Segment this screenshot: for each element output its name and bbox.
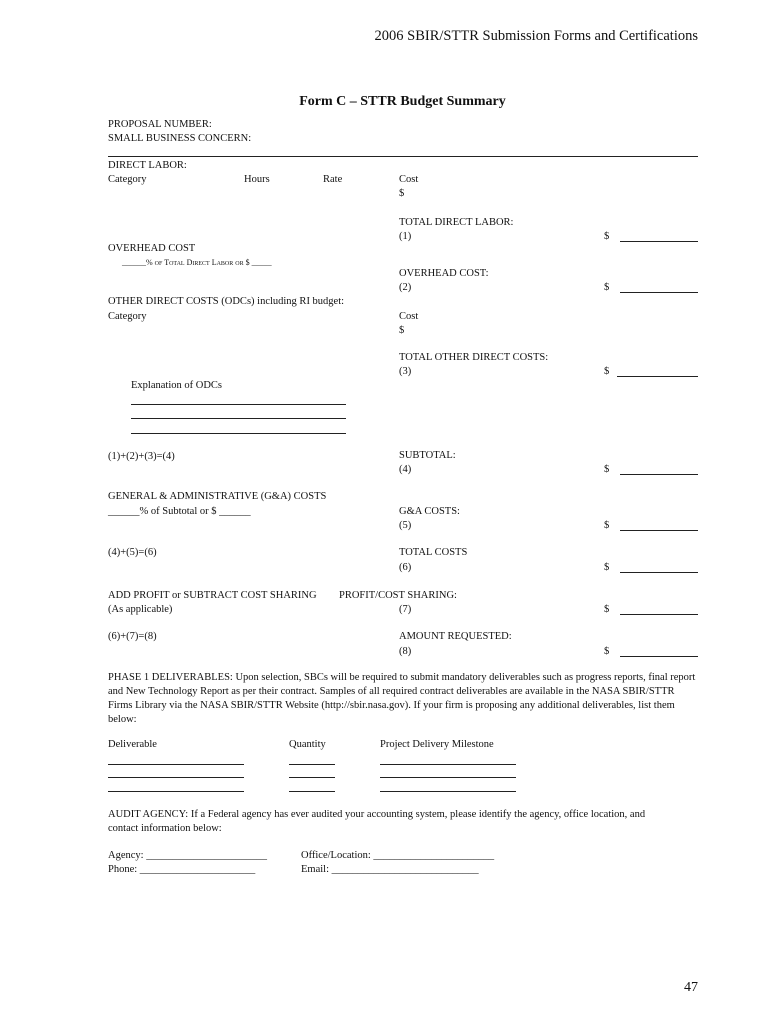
profit-sharing-number: (7)	[399, 604, 412, 615]
subtotal-formula: (1)+(2)+(3)=(4)	[108, 451, 175, 462]
ga-costs-field[interactable]	[620, 530, 698, 531]
odc-explanation-line[interactable]	[131, 433, 346, 434]
overhead-cost-number: (2)	[399, 282, 412, 293]
overhead-basis-text: of Total Direct Labor or	[154, 258, 244, 267]
total-odc-dollar: $	[604, 366, 610, 377]
quantity-field[interactable]	[289, 764, 335, 765]
milestone-field[interactable]	[380, 777, 516, 778]
direct-labor-category-label: Category	[108, 174, 147, 185]
total-odc-label: TOTAL OTHER DIRECT COSTS:	[399, 352, 549, 363]
overhead-blank-prefix: ______%	[122, 258, 155, 267]
odc-explanation-label: Explanation of ODCs	[131, 380, 222, 391]
agency-field[interactable]: Agency: _______________________	[108, 850, 267, 861]
odc-category-label: Category	[108, 311, 147, 322]
profit-sharing-field[interactable]	[620, 614, 698, 615]
proposal-number-label: PROPOSAL NUMBER:	[108, 119, 212, 130]
subtotal-number: (4)	[399, 464, 412, 475]
total-direct-labor-field[interactable]	[620, 241, 698, 242]
total-costs-number: (6)	[399, 562, 412, 573]
odc-heading: OTHER DIRECT COSTS (ODCs) including RI budget:	[108, 296, 345, 307]
total-direct-labor-dollar: $	[604, 231, 610, 242]
overhead-blank-suffix: $ _____	[243, 258, 272, 267]
milestone-field[interactable]	[380, 764, 516, 765]
deliverable-field[interactable]	[108, 791, 244, 792]
odc-cost-symbol: $	[399, 325, 405, 336]
milestone-column-label: Project Delivery Milestone	[380, 739, 494, 750]
direct-labor-cost-label: Cost	[399, 174, 419, 185]
total-costs-dollar: $	[604, 562, 610, 573]
subtotal-label: SUBTOTAL:	[399, 450, 456, 461]
overhead-cost-label: OVERHEAD COST:	[399, 268, 489, 279]
overhead-cost-field[interactable]	[620, 292, 698, 293]
deliverable-column-label: Deliverable	[108, 739, 157, 750]
quantity-column-label: Quantity	[289, 739, 326, 750]
total-odc-field[interactable]	[617, 376, 698, 377]
profit-applicable-note: (As applicable)	[108, 604, 173, 615]
amount-requested-dollar: $	[604, 646, 610, 657]
page-number: 47	[684, 980, 698, 995]
ga-costs-label: G&A COSTS:	[399, 506, 460, 517]
profit-sharing-label: PROFIT/COST SHARING:	[339, 590, 457, 601]
header-divider	[108, 156, 698, 157]
small-business-label: SMALL BUSINESS CONCERN:	[108, 133, 252, 144]
subtotal-dollar: $	[604, 464, 610, 475]
direct-labor-hours-label: Hours	[244, 174, 270, 185]
odc-explanation-line[interactable]	[131, 418, 346, 419]
ga-rate-line: ______% of Subtotal or $ ______	[108, 506, 251, 517]
ga-heading: GENERAL & ADMINISTRATIVE (G&A) COSTS	[108, 491, 327, 502]
phone-field[interactable]: Phone: ______________________	[108, 864, 256, 875]
office-location-field[interactable]: Office/Location: _______________________	[301, 850, 495, 861]
deliverable-field[interactable]	[108, 777, 244, 778]
profit-sharing-dollar: $	[604, 604, 610, 615]
overhead-cost-dollar: $	[604, 282, 610, 293]
quantity-field[interactable]	[289, 791, 335, 792]
quantity-field[interactable]	[289, 777, 335, 778]
profit-heading: ADD PROFIT or SUBTRACT COST SHARING	[108, 590, 317, 601]
amount-requested-field[interactable]	[620, 656, 698, 657]
overhead-heading: OVERHEAD COST	[108, 243, 196, 254]
audit-agency-text: AUDIT AGENCY: If a Federal agency has ever audited your accounting system, please identify the agency, office location, and contact information below:	[108, 809, 646, 834]
ga-costs-dollar: $	[604, 520, 610, 531]
email-field[interactable]: Email: ____________________________	[301, 864, 479, 875]
amount-requested-label: AMOUNT REQUESTED:	[399, 631, 512, 642]
total-odc-number: (3)	[399, 366, 412, 377]
document-header: 2006 SBIR/STTR Submission Forms and Certifications	[374, 28, 698, 44]
odc-cost-label: Cost	[399, 311, 419, 322]
deliverable-field[interactable]	[108, 764, 244, 765]
odc-explanation-line[interactable]	[131, 404, 346, 405]
total-costs-formula: (4)+(5)=(6)	[108, 547, 157, 558]
subtotal-field[interactable]	[620, 474, 698, 475]
milestone-field[interactable]	[380, 791, 516, 792]
overhead-rate-line	[122, 258, 272, 267]
total-direct-labor-number: (1)	[399, 231, 412, 242]
direct-labor-heading: DIRECT LABOR:	[108, 160, 187, 171]
ga-costs-number: (5)	[399, 520, 412, 531]
direct-labor-rate-label: Rate	[323, 174, 343, 185]
total-costs-field[interactable]	[620, 572, 698, 573]
direct-labor-cost-symbol: $	[399, 188, 405, 199]
total-direct-labor-label: TOTAL DIRECT LABOR:	[399, 217, 514, 228]
amount-requested-formula: (6)+(7)=(8)	[108, 631, 157, 642]
phase1-deliverables-text: PHASE 1 DELIVERABLES: Upon selection, SBCs will be required to submit mandatory deliverables such as progress reports, final report and New Technology Report as per their contract. Samples of all required contract deliverables are available in the NASA SBIR/STTR Firms Library via the NASA SBIR/STTR Website (http://sbir.nasa.gov). If your firm is proposing any additional deliverables, list them below:	[108, 672, 696, 725]
amount-requested-number: (8)	[399, 646, 412, 657]
total-costs-label: TOTAL COSTS	[399, 547, 468, 558]
form-title: Form C – STTR Budget Summary	[299, 94, 506, 109]
